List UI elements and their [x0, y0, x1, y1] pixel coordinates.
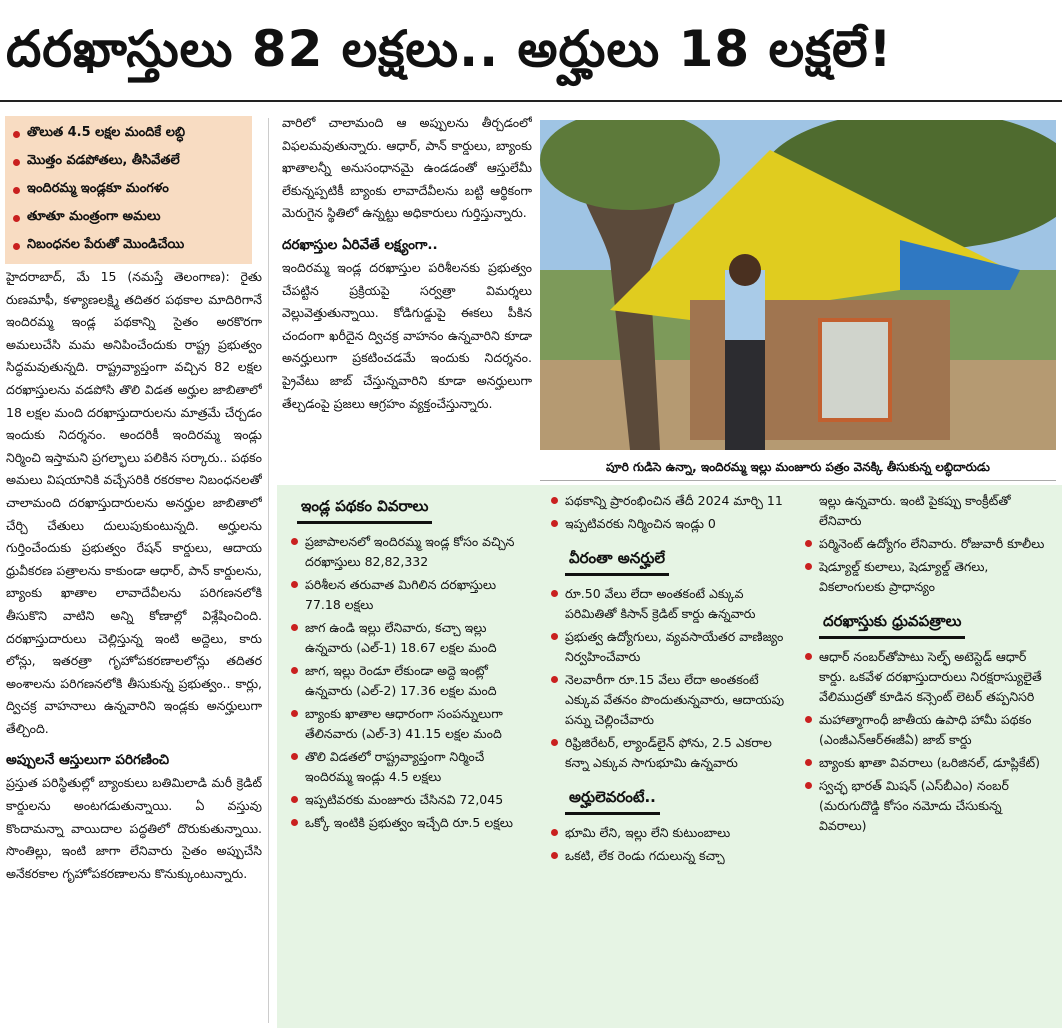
list-item: ప్రభుత్వ ఉద్యోగులు, వ్యవసాయేతర వాణిజ్యం నిర్వహించేవారు [551, 627, 787, 667]
info-box-column-2 [545, 491, 793, 869]
bullet-icon [291, 624, 298, 631]
list-item: ఇల్లు ఉన్నవారు. ఇంటి పైకప్పు కాంక్రీట్‌తో లేనివారు [819, 493, 1011, 528]
bullet-icon [291, 753, 298, 760]
hut-photo-illustration [540, 120, 1056, 450]
highlight-item: తూతూ మంత్రంగా అమలు [5, 204, 252, 232]
info-list [545, 823, 793, 866]
article-subhead: దరఖాస్తుల ఏరివేతే లక్ష్యంగా.. [282, 236, 438, 253]
bullet-icon [13, 131, 20, 138]
bullet-icon [291, 710, 298, 717]
bullet-icon [291, 581, 298, 588]
list-item: ప్రజాపాలనలో ఇందిరమ్మ ఇండ్ల కోసం వచ్చిన దరఖాస్తులు 82,82,332 [291, 532, 531, 572]
bullet-icon [551, 497, 558, 504]
photo-caption: పూరి గుడిసె ఉన్నా, ఇందిరమ్మ ఇల్లు మంజూరు పత్రం వెనక్కి తీసుకున్న లబ్ధిదారుడు [606, 460, 990, 474]
list-item: పథకాన్ని ప్రారంభించిన తేదీ 2024 మార్చి 11 [551, 491, 787, 511]
bullet-icon [291, 667, 298, 674]
info-box-heading: ఇండ్ల పథకం వివరాలు [297, 491, 432, 524]
list-item: నెలవారీగా రూ.15 వేలు లేదా అంతకంటే ఎక్కువ వేతనం పొందుతున్నవారు, ఆదాయపు పన్ను చెల్లించేవారు [551, 670, 787, 730]
article-paragraph: ప్రస్తుత పరిస్థితుల్లో బ్యాంకులు బతిమిలాడి మరీ క్రెడిట్ కార్డులను అంటగడుతున్నాయి. ఏ వస్తువు కొందామన్నా వాయిదాల పద్ధతిలో దొరుకుతున్నాయి. సొంతిల్లు, ఇంటి జాగా లేనివారు సైతం అప్పుచేసి అనేకరకాల గృహోపకరణాలను కొనుక్కుంటున్నారు. [6, 775, 262, 881]
highlight-item: నిబంధనల పేరుతో మొండిచేయి [5, 232, 252, 260]
bullet-icon [805, 653, 812, 660]
list-item: భూమి లేని, ఇల్లు లేని కుటుంబాలు [551, 823, 787, 843]
list-item: రూ.50 వేలు లేదా అంతకంటే ఎక్కువ పరిమితితో కిసాన్ క్రెడిట్ కార్డు ఉన్నవారు [551, 584, 787, 624]
bullet-icon [13, 187, 20, 194]
bullet-icon [805, 540, 812, 547]
list-item: పరిశీలన తరువాత మిగిలిన దరఖాస్తులు 77.18 లక్షలు [291, 575, 531, 615]
bullet-icon [13, 215, 20, 222]
highlight-item: తొలుత 4.5 లక్షల మందికే లబ్ధి [5, 120, 252, 148]
headline-rule [0, 100, 1062, 102]
bullet-icon [291, 538, 298, 545]
highlight-item: మొత్తం వడపోతలు, తీసివేతలే [5, 148, 252, 176]
bullet-icon [805, 716, 812, 723]
headline: దరఖాస్తులు 82 లక్షలు.. అర్హులు 18 లక్షలే! [6, 20, 893, 78]
list-item: మహాత్మాగాంధీ జాతీయ ఉపాధి హామీ పథకం (ఎంజీఎన్‌ఆర్‌ఈజీఏ) జాబ్ కార్డు [805, 710, 1051, 750]
bullet-icon [551, 520, 558, 527]
bullet-icon [291, 796, 298, 803]
article-paragraph: ఇందిరమ్మ ఇండ్ల దరఖాస్తుల పరిశీలనకు ప్రభుత్వం చేపట్టిన ప్రక్రియపై సర్వత్రా విమర్శలు వెల్లువెత్తుతున్నాయి. కోడిగుడ్డుపై ఈకలు పీకిన చందంగా ఖరీదైన ద్విచక్ర వాహనం ఉన్నవారిని కూడా అనర్హులుగా ప్రకటించడమే ఇందుకు నిదర్శనం. ప్రైవేటు జాబ్ చేస్తున్నవారిని కూడా అనర్హులుగా తేల్చడంపై ప్రజలు ఆగ్రహం వ్యక్తంచేస్తున్నారు. [282, 259, 532, 411]
info-box [277, 485, 1062, 1028]
bullet-icon [13, 159, 20, 166]
bullet-icon [291, 819, 298, 826]
info-list [277, 532, 539, 833]
bullet-icon [551, 676, 558, 683]
highlights-box [5, 116, 252, 264]
bullet-icon [805, 782, 812, 789]
list-item: ఒకటి, లేక రెండు గదులున్న కచ్చా [551, 846, 787, 866]
list-item: షెడ్యూల్డ్ కులాలు, షెడ్యూల్డ్ తెగలు, వికలాంగులకు ప్రాధాన్యం [805, 557, 1051, 597]
list-item: తొలి విడతలో రాష్ట్రవ్యాప్తంగా నిర్మించే ఇందిరమ్మ ఇండ్లు 4.5 లక్షలు [291, 747, 531, 787]
bullet-icon [551, 739, 558, 746]
article-paragraph: హైదరాబాద్, మే 15 (నమస్తే తెలంగాణ): రైతు రుణమాఫీ, కళ్యాణలక్ష్మి తదితర పథకాల మాదిరిగానే ఇందిరమ్మ ఇండ్ల పథకాన్ని సైతం అరకొరగా అమలుచేసి మమ అనిపించేందుకు రాష్ట్ర ప్రభుత్వం సిద్ధమవుతున్నది. రాష్ట్రవ్యాప్తంగా వచ్చిన 82 లక్షల దరఖాస్తులను వడపోసి తొలి విడత అర్హుల జాబితాలో 18 లక్షల మంది దరఖాస్తుదారులను మాత్రమే చేర్చడం ఇందుకు నిదర్శనం. అందరికీ ఇందిరమ్మ ఇండ్లు నిర్మించి ఇస్తామని ప్రగల్భాలు పలికిన సర్కారు.. పథకం అమలు విషయానికి వచ్చేసరికి రకరకాల నిబంధనలతో చాలామంది దరఖాస్తుదారులను అనర్హుల జాబితాలో చేర్చి చేతులు దులుపుకుంటున్నది. అర్హులను గుర్తించేందుకు ప్రభుత్వం రేషన్ కార్డులు, ఆదాయ ధ్రువీకరణ పత్రాలను కాకుండా ఆధార్, పాన్ కార్డులను, బ్యాంకు ఖాతాల లావాదేవీలను పరిగణనలోకి తీసుకొని వాటిని అన్ని కోణాల్లో విశ్లేషించింది. దరఖాస్తుదారులు చెల్లిస్తున్న ఇంటి అద్దెలు, కారు లోన్లు, ఇతరత్రా గృహోపకరణాలలోన్లు తదితర అంశాలను పరిగణనలోకి తీసుకున్న ప్రభుత్వం.. కార్లు, ద్విచక్ర వాహనాలు ఉన్నవారిని ఇండ్లకు అనర్హులుగా తేల్చింది. [6, 269, 262, 736]
bullet-icon [13, 243, 20, 250]
info-box-column-1 [277, 485, 539, 836]
bullet-icon [551, 829, 558, 836]
column-divider [268, 118, 269, 1023]
info-box-heading: అర్హులెవరంటే.. [565, 782, 660, 815]
bullet-icon [805, 759, 812, 766]
list-item: రిఫ్రిజిరేటర్, ల్యాండ్‌లైన్ ఫోను, 2.5 ఎకరాల కన్నా ఎక్కువ సాగుభూమి ఉన్నవారు [551, 733, 787, 773]
article-column-1 [6, 266, 262, 1026]
list-item: జాగ, ఇల్లు రెండూ లేకుండా అద్దె ఇంట్లో ఉన్నవారు (ఎల్-2) 17.36 లక్షల మంది [291, 661, 531, 701]
news-photo [540, 120, 1056, 450]
info-list [799, 491, 1057, 597]
info-list [799, 647, 1057, 836]
list-item: పర్మినెంట్ ఉద్యోగం లేనివారు. రోజువారీ కూలీలు [805, 534, 1051, 554]
bullet-icon [551, 852, 558, 859]
list-item: బ్యాంకు ఖాతా వివరాలు (ఒరిజినల్, డూప్లికేట్) [805, 753, 1051, 773]
highlight-item: ఇందిరమ్మ ఇండ్లకూ మంగళం [5, 176, 252, 204]
info-list [545, 491, 793, 534]
list-item: ఒక్కో ఇంటికి ప్రభుత్వం ఇచ్చేది రూ.5 లక్షలు [291, 813, 531, 833]
list-item: బ్యాంకు ఖాతాల ఆధారంగా సంపన్నులుగా తేలినవారు (ఎల్-3) 41.15 లక్షల మంది [291, 704, 531, 744]
list-item: ఇప్పటివరకు మంజూరు చేసినవి 72,045 [291, 790, 531, 810]
info-box-heading: వీరంతా అనర్హులే [565, 543, 669, 576]
article-paragraph: వారిలో చాలామంది ఆ అప్పులను తీర్చడంలో విఫలమవుతున్నారు. ఆధార్, పాన్ కార్డులు, బ్యాంకు ఖాతాలన్నీ అనుసంధానమై ఉండడంతో ఆస్తులేమీ లేకున్నప్పటికీ బ్యాంకు లావాదేవీలను బట్టి ఆర్థికంగా మెరుగైన స్థితిలో ఉన్నట్టు అధికారులు గుర్తిస్తున్నారు. [282, 115, 532, 221]
article-subhead: అప్పులనే ఆస్తులుగా పరిగణించి [6, 752, 170, 769]
bullet-icon [805, 563, 812, 570]
article-column-2 [282, 112, 532, 477]
list-item: ఇప్పటివరకు నిర్మించిన ఇండ్లు 0 [551, 514, 787, 534]
info-list [545, 584, 793, 773]
list-item: స్వచ్ఛ భారత్ మిషన్ (ఎస్‌బీఎం) నంబర్ (మరుగుదొడ్డి కోసం నమోదు చేసుకున్న వివరాలు) [805, 776, 1051, 836]
list-item: జాగ ఉండి ఇల్లు లేనివారు, కచ్చా ఇల్లు ఉన్నవారు (ఎల్-1) 18.67 లక్షల మంది [291, 618, 531, 658]
info-box-column-3 [799, 491, 1057, 839]
caption-rule [540, 480, 1056, 481]
info-box-heading: దరఖాస్తుకు ధ్రువపత్రాలు [819, 606, 965, 639]
list-item: ఆధార్ నంబర్‌తోపాటు సెల్ఫ్ అటెస్టెడ్ ఆధార్ కార్డు. ఒకవేళ దరఖాస్తుదారులు నిరక్షరాస్యులైతే వేలిముద్రతో కూడిన కన్సెంట్ లెటర్ తప్పనిసరి [805, 647, 1051, 707]
bullet-icon [551, 633, 558, 640]
bullet-icon [551, 590, 558, 597]
